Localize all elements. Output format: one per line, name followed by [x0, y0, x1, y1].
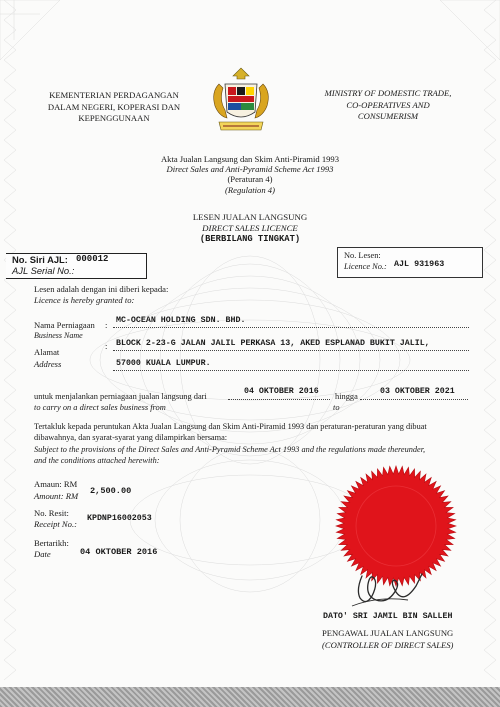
- amount-label: Amaun: RM: [34, 479, 78, 489]
- conditions-line-3: Subject to the provisions of the Direct Sales and Anti-Pyramid Scheme Act 1993 and the regulations made thereunder,: [34, 445, 426, 454]
- conditions-line-2: dibawahnya, dan syarat-syarat yang dilampirkan bersama:: [34, 433, 228, 442]
- ministry-ms-line: DALAM NEGERI, KOPERASI DAN: [47, 101, 181, 112]
- receipt-value: KPDNP16002053: [87, 514, 152, 523]
- act-name-en: Direct Sales and Anti-Pyramid Scheme Act 1993: [166, 164, 334, 175]
- regulation-ms: (Peraturan 4): [227, 174, 273, 185]
- serial-label: No. Siri AJL:: [12, 254, 68, 265]
- period-text-ms: untuk menjalankan perniagaan jualan langsung dari: [34, 392, 207, 401]
- ministry-name-en: [308, 88, 468, 123]
- business-name-label-en: Business Name: [34, 331, 83, 340]
- ministry-en-line: CO-OPERATIVES AND: [346, 99, 430, 110]
- ministry-en-line: CONSUMERISM: [357, 111, 419, 121]
- period-to-date: 03 OKTOBER 2021: [380, 387, 455, 396]
- amount-value: 2,500.00: [90, 486, 132, 496]
- serial-label-en: AJL Serial No.:: [12, 265, 75, 276]
- ministry-ms-line: KEMENTERIAN PERDAGANGAN: [49, 90, 179, 100]
- address-line-2: 57000 KUALA LUMPUR.: [116, 359, 211, 368]
- ministry-ms-line: KEPENGGUNAAN: [78, 113, 150, 123]
- conditions-line-1: Tertakluk kepada peruntukan Akta Jualan Langsung dan Skim Anti-Piramid 1993 dan peraturan-peraturan yang dibuat: [34, 422, 427, 431]
- date-label: Bertarikh:: [34, 538, 69, 548]
- bottom-border-strip: [0, 687, 500, 707]
- period-text-en: to carry on a direct sales business from: [34, 403, 166, 412]
- serial-value: 000012: [76, 254, 109, 264]
- granted-text-en: Licence is hereby granted to:: [34, 295, 135, 305]
- period-from-date: 04 OKTOBER 2016: [244, 387, 319, 396]
- licence-type: (BERBILANG TINGKAT): [199, 234, 301, 244]
- period-from-dotted-line: [228, 399, 330, 400]
- granted-text-ms: Lesen adalah dengan ini diberi kepada:: [34, 284, 169, 294]
- address-line-1: BLOCK 2-23-G JALAN JALIL PERKASA 13, AKED ESPLANAD BUKIT JALIL,: [116, 339, 430, 348]
- licence-no-value: AJL 931963: [394, 259, 445, 269]
- ministry-en-line: MINISTRY OF DOMESTIC TRADE,: [324, 88, 452, 98]
- licence-no-label-en: Licence No.:: [344, 262, 387, 271]
- coat-of-arms-icon: [205, 66, 277, 138]
- licence-title: [100, 212, 400, 245]
- period-to-dotted-line: [360, 399, 468, 400]
- signature-icon: [344, 566, 444, 614]
- conditions-line-4: and the conditions attached herewith:: [34, 456, 160, 465]
- date-label-en: Date: [34, 549, 51, 559]
- address-label-en: Address: [34, 359, 62, 369]
- address-colon: :: [105, 341, 108, 351]
- business-name-dotted-line: [113, 327, 469, 328]
- address-dotted-line-1: [113, 350, 469, 351]
- amount-label-en: Amount: RM: [34, 491, 79, 501]
- ministry-name-ms: [34, 90, 194, 125]
- address-dotted-line-2: [113, 370, 469, 371]
- period-until-ms: hingga: [335, 392, 358, 401]
- receipt-label-en: Receipt No.:: [34, 519, 77, 529]
- act-name-ms: Akta Jualan Langsung dan Skim Anti-Piramid 1993: [160, 154, 340, 164]
- date-value: 04 OKTOBER 2016: [80, 547, 158, 557]
- business-name-colon: :: [105, 320, 108, 330]
- licence-no-label: No. Lesen:: [344, 251, 381, 260]
- business-name-label: Nama Perniagaan: [34, 320, 95, 330]
- receipt-label: No. Resit:: [34, 508, 69, 518]
- act-reference: [100, 154, 400, 195]
- signatory-title-ms: PENGAWAL JUALAN LANGSUNG: [322, 628, 454, 638]
- signatory-title-en: (CONTROLLER OF DIRECT SALES): [322, 640, 454, 650]
- business-name-value: MC-OCEAN HOLDING SDN. BHD.: [116, 316, 246, 325]
- licence-title-en: DIRECT SALES LICENCE: [202, 223, 298, 233]
- period-until-en: to: [333, 403, 340, 412]
- licence-title-ms: LESEN JUALAN LANGSUNG: [192, 212, 308, 222]
- address-label: Alamat: [34, 347, 60, 357]
- regulation-en: (Regulation 4): [225, 184, 275, 195]
- signatory-name: DATO' SRI JAMIL BIN SALLEH: [323, 612, 453, 621]
